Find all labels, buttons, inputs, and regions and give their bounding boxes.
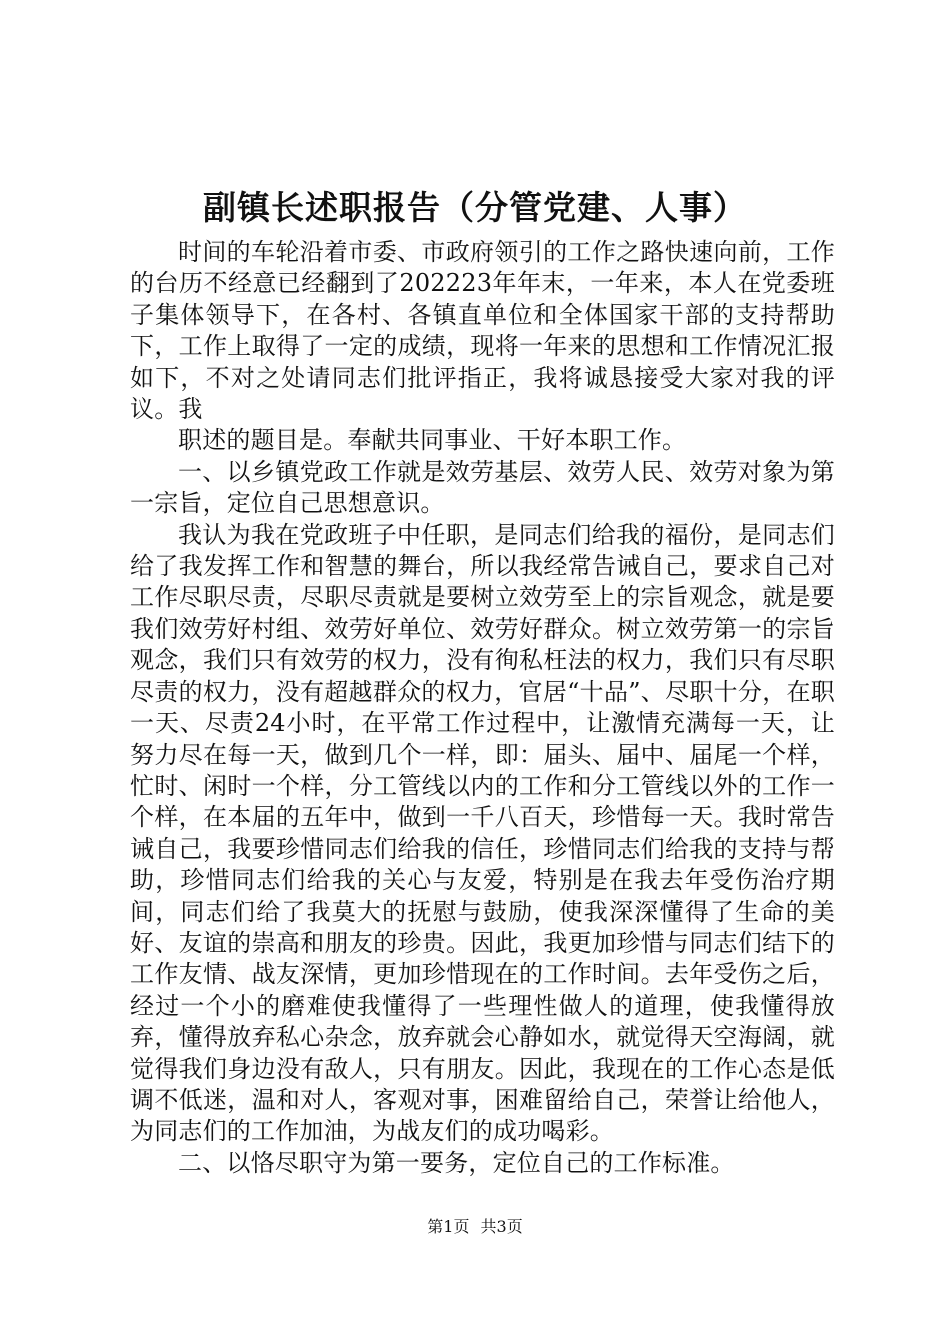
page-footer (0, 1216, 950, 1238)
paragraph-topic: 职述的题目是。奉献共同事业、干好本职工作。 (178, 426, 687, 455)
section-heading-2: 二、以恪尽职守为第一要务，定位自己的工作标准。 (178, 1148, 735, 1177)
page-number: 第1页 (427, 1217, 470, 1236)
document-body (130, 237, 835, 1179)
section-heading-1: 一、以乡镇党政工作就是效劳基层、效劳人民、效劳对象为第一宗旨，定位自己思想意识。 (130, 457, 835, 518)
paragraph-intro: 时间的车轮沿着市委、市政府领引的工作之路快速向前，工作的台历不经意已经翻到了202223年年末，一年来，本人在党委班子集体领导下，在各村、各镇直单位和全体国家干部的支持帮助下，工作上取得了一定的成绩，现将一年来的思想和工作情况汇报如下，不对之处请同志们批评指正，我将诚恳接受大家对我的评议。我 (130, 238, 835, 424)
page-total: 共3页 (480, 1217, 523, 1236)
document-title: 副镇长述职报告（分管党建、人事） (203, 188, 747, 227)
paragraph-section-1-body: 我认为我在党政班子中任职，是同志们给我的福份，是同志们给了我发挥工作和智慧的舞台，所以我经常告诫自己，要求自己对工作尽职尽责，尽职尽责就是要树立效劳至上的宗旨观念，就是要我们效劳好村组、效劳好单位、效劳好群众。树立效劳第一的宗旨观念，我们只有效劳的权力，没有徇私枉法的权力，我们只有尽职尽责的权力，没有超越群众的权力，官居“十品”、尽职十分，在职一天、尽责24小时，在平常工作过程中，让激情充满每一天，让努力尽在每一天，做到几个一样，即：届头、届中、届尾一个样，忙时、闲时一个样，分工管线以内的工作和分工管线以外的工作一个样，在本届的五年中，做到一千八百天，珍惜每一天。我时常告诫自己，我要珍惜同志们给我的信任，珍惜同志们给我的支持与帮助，珍惜同志们给我的关心与友爱，特别是在我去年受伤治疗期间，同志们给了我莫大的抚慰与鼓励，使我深深懂得了生命的美好、友谊的崇高和朋友的珍贵。因此，我更加珍惜与同志们结下的工作友情、战友深情，更加珍惜现在的工作时间。去年受伤之后，经过一个小的磨难使我懂得了一些理性做人的道理，使我懂得放弃，懂得放弃私心杂念，放弃就会心静如水，就觉得天空海阔，就觉得我们身边没有敌人，只有朋友。因此，我现在的工作心态是低调不低迷，温和对人，客观对事，困难留给自己，荣誉让给他人，为同志们的工作加油，为战友们的成功喝彩。 (130, 520, 835, 1146)
